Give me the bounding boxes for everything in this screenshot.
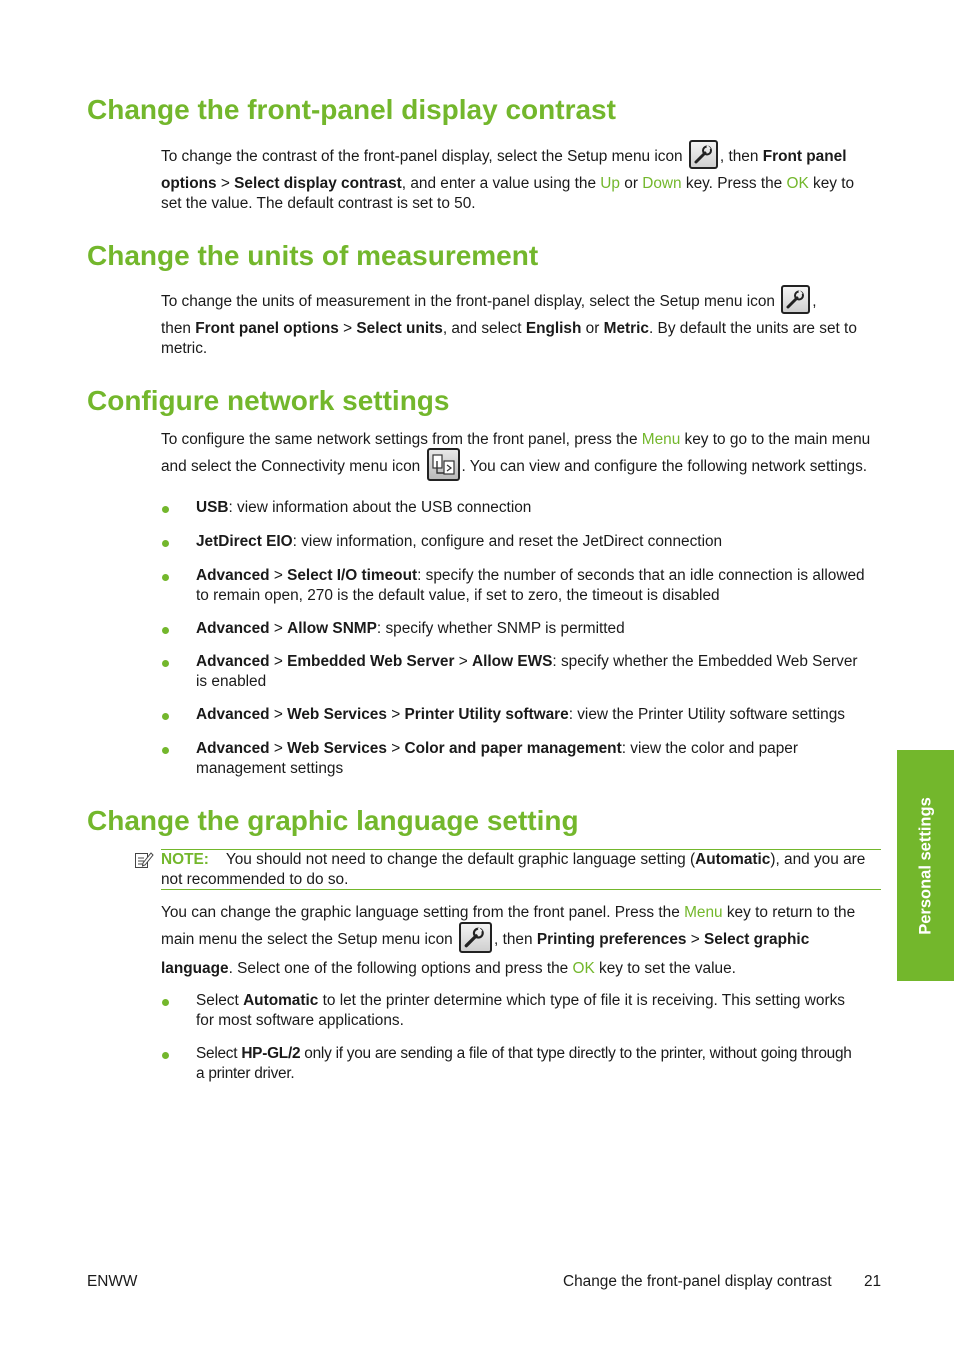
text: to remain open, 270 is the default value, if set to zero, the timeout is disabled <box>196 586 720 604</box>
text: English <box>525 320 582 337</box>
bullet-dot <box>162 713 169 720</box>
text: Advanced <box>196 740 270 757</box>
text: HP-GL/2 <box>241 1045 301 1062</box>
text: , then <box>719 148 763 165</box>
text: ), and you are <box>770 851 866 868</box>
text: Front panel options <box>195 320 339 337</box>
text: > <box>454 653 473 670</box>
text: main menu the select the Setup menu icon <box>161 930 458 948</box>
list-item <box>196 739 886 778</box>
text: Allow EWS <box>472 653 553 670</box>
text: You should not need to change the default graphic language setting ( <box>225 851 696 868</box>
ok-key-label: OK <box>572 959 595 977</box>
text: : view the Printer Utility software settings <box>568 706 845 723</box>
list-item <box>196 532 886 552</box>
text: for most software applications. <box>196 1011 404 1029</box>
text: Color and paper management <box>404 740 622 757</box>
side-tab-label: Personal settings <box>916 796 934 935</box>
footer-left: ENWW <box>87 1273 138 1290</box>
text: Advanced <box>196 706 270 723</box>
text: Select units <box>356 320 443 337</box>
list-item <box>196 652 886 691</box>
heading-units: Change the units of measurement <box>87 240 539 271</box>
text: To configure the same network settings from the front panel, press the <box>161 431 642 448</box>
text: . By default the units are set to <box>649 320 857 337</box>
wrench-icon <box>459 922 492 953</box>
text: Select display contrast <box>234 175 402 192</box>
text: , <box>812 293 817 310</box>
text: : view the color and paper <box>621 740 798 757</box>
text: Metric <box>603 320 649 337</box>
text: > <box>386 706 405 723</box>
page-number: 21 <box>864 1273 882 1290</box>
text: metric. <box>161 339 208 357</box>
bullet-dot <box>162 627 169 634</box>
text: Automatic <box>695 851 771 868</box>
text: management settings <box>196 759 344 777</box>
text: a printer driver. <box>196 1064 295 1082</box>
text: is enabled <box>196 672 267 690</box>
text: : specify whether SNMP is permitted <box>376 620 625 637</box>
heading-graphic-language: Change the graphic language setting <box>87 805 579 836</box>
bullet-dot <box>162 660 169 667</box>
text: language <box>161 959 229 977</box>
text: > <box>216 175 235 192</box>
text: Web Services <box>287 740 387 757</box>
text: > <box>269 653 288 670</box>
heading-network: Configure network settings <box>87 385 450 416</box>
text: options <box>161 175 217 192</box>
text: Select <box>196 992 244 1009</box>
connectivity-icon <box>427 448 460 481</box>
text: key to set the value. <box>594 959 736 977</box>
text: Allow SNMP <box>287 620 377 637</box>
graphic-paragraph <box>161 903 883 978</box>
text: Front panel <box>762 148 847 165</box>
text: Advanced <box>196 567 270 584</box>
list-item <box>196 1044 886 1083</box>
down-key-label: Down <box>642 175 682 192</box>
text: . You can view and configure the following network settings. <box>461 458 868 475</box>
bullet-dot <box>162 999 169 1006</box>
list-item <box>196 566 886 605</box>
text: > <box>269 620 288 637</box>
text: to let the printer determine which type of file it is receiving. This setting works <box>318 992 845 1009</box>
note-text <box>161 850 883 889</box>
text: Automatic <box>243 992 319 1009</box>
bullet-dot <box>162 1052 169 1059</box>
contrast-paragraph <box>161 141 883 213</box>
footer-section-title: Change the front-panel display contrast <box>563 1273 832 1290</box>
text: and select the Connectivity menu icon <box>161 458 425 475</box>
list-item <box>196 991 886 1030</box>
bullet-dot <box>162 506 169 513</box>
text: key to <box>808 175 855 192</box>
text: , then <box>494 930 537 948</box>
list-item <box>196 619 886 639</box>
bullet-dot <box>162 747 169 754</box>
text: set the value. The default contrast is set to 50. <box>161 194 476 212</box>
text: > <box>338 320 357 337</box>
text: > <box>386 740 405 757</box>
list-item <box>196 705 886 725</box>
menu-key-label: Menu <box>641 431 681 448</box>
text: Embedded Web Server <box>287 653 455 670</box>
text: Advanced <box>196 620 270 637</box>
network-paragraph <box>161 430 883 483</box>
text: Printing preferences <box>536 930 687 948</box>
bullet-dot <box>162 540 169 547</box>
text: Advanced <box>196 653 270 670</box>
text: . Select one of the following options and press the <box>228 959 573 977</box>
list-item <box>196 498 886 518</box>
text: > <box>269 567 288 584</box>
text: : view information, configure and reset the JetDirect connection <box>292 533 723 550</box>
text: then <box>161 320 196 337</box>
units-paragraph <box>161 286 883 358</box>
text: key to return to the <box>722 904 856 921</box>
ok-key-label: OK <box>786 175 809 192</box>
text: > <box>269 740 288 757</box>
text: > <box>269 706 288 723</box>
text: You can change the graphic language setting from the front panel. Press the <box>161 904 685 921</box>
text: : view information about the USB connection <box>228 499 532 516</box>
side-tab-personal-settings <box>897 750 954 981</box>
note-label: NOTE: <box>161 851 209 868</box>
text: only if you are sending a file of that type directly to the printer, without going through <box>300 1045 852 1062</box>
text: or <box>581 320 604 337</box>
text: Select <box>196 1045 242 1062</box>
note-bottom-rule <box>161 889 881 890</box>
text: USB <box>196 499 229 516</box>
heading-display-contrast: Change the front-panel display contrast <box>87 94 616 125</box>
text: Printer Utility software <box>404 706 569 723</box>
wrench-icon <box>781 285 810 314</box>
text: JetDirect EIO <box>196 533 293 550</box>
bullet-dot <box>162 574 169 581</box>
text: : specify the number of seconds that an idle connection is allowed <box>417 567 865 584</box>
text: , and enter a value using the <box>401 175 601 192</box>
text: Select graphic <box>704 930 810 948</box>
up-key-label: Up <box>600 175 620 192</box>
text: key to go to the main menu <box>680 431 871 448</box>
text: : specify whether the Embedded Web Server <box>552 653 858 670</box>
text: Select I/O timeout <box>287 567 418 584</box>
text: To change the contrast of the front-panel display, select the Setup menu icon <box>161 148 687 165</box>
note-pencil-icon <box>134 850 154 875</box>
text: key. Press the <box>681 175 787 192</box>
text: , and select <box>442 320 526 337</box>
text: > <box>686 930 705 948</box>
text: not recommended to do so. <box>161 870 349 888</box>
text: or <box>619 175 643 192</box>
text: To change the units of measurement in the front-panel display, select the Setup menu icon <box>161 293 780 310</box>
menu-key-label: Menu <box>684 904 723 921</box>
wrench-icon <box>689 140 718 169</box>
text: Web Services <box>287 706 387 723</box>
